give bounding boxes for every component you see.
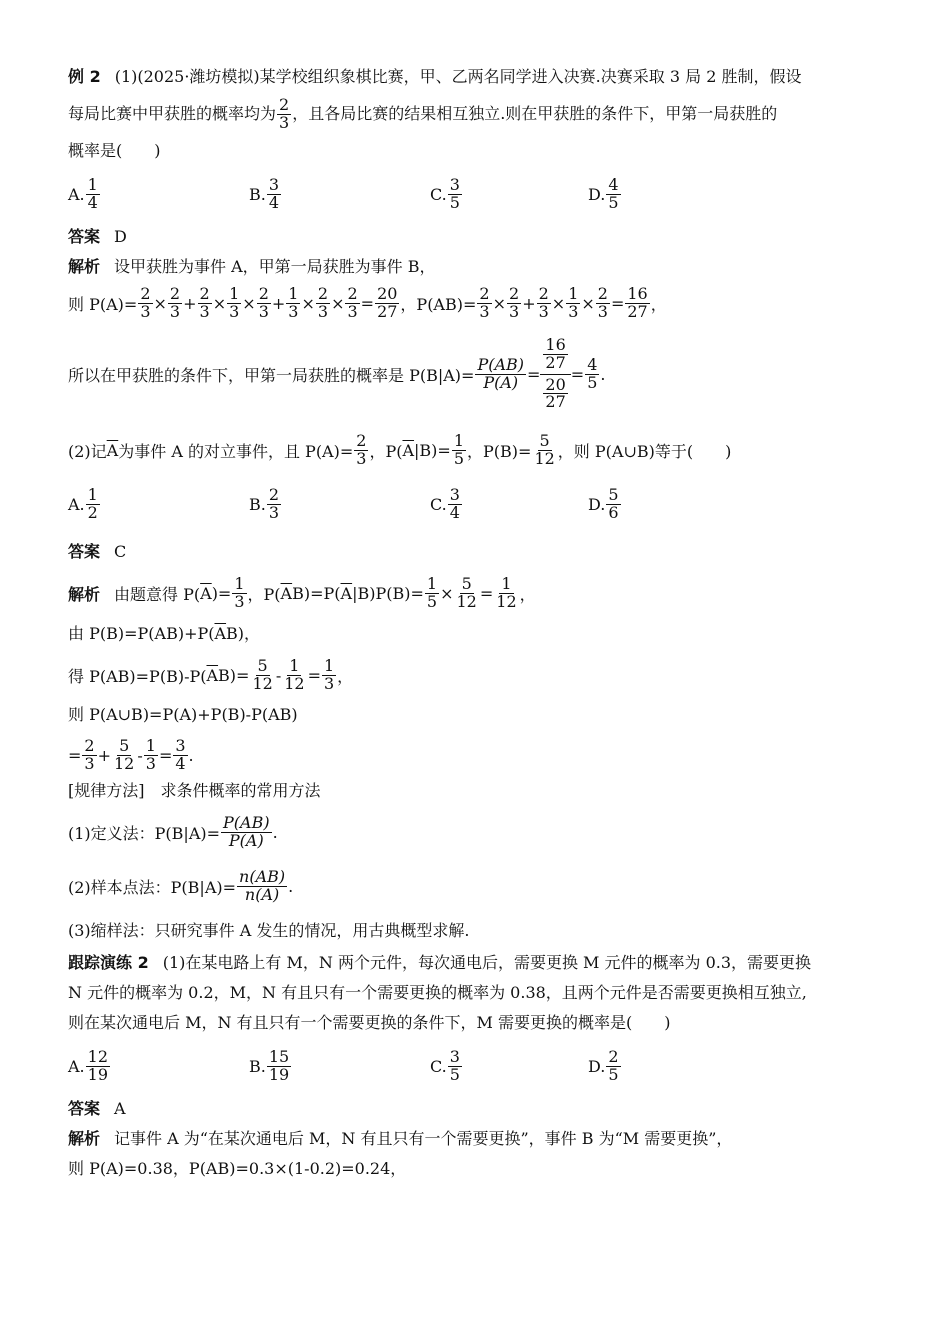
- calc-line-2: 所以在甲获胜的条件下，甲第一局获胜的概率是 P(B|A)= $\frac{P(AB)}{P(A)}$ = $\frac{16}{27}$ $\frac{20}{27}$ = $\frac{4}{5}$ .: [68, 334, 606, 412]
- answer-2: 答案 C: [68, 542, 127, 561]
- options-row-2: [68, 476, 882, 532]
- option-d[interactable]: D. $\frac{2}{5}$: [588, 1046, 619, 1084]
- option-c[interactable]: C. $\frac{3}{4}$: [430, 484, 460, 522]
- example-2-question: 例 2 (1)(2025·潍坊模拟)某学校组织象棋比赛，甲、乙两名同学进入决赛.决赛采取 3 局 2 胜制，假设 每局比赛中甲获胜的概率均为 $\frac{2}{3}$ ，且各局比赛的结果相互独立.则在甲获胜的条件下，甲第一局获胜的 概率是( ): [68, 67, 802, 160]
- analysis-2-line-5: = $\frac{2}{3}$ + $\frac{5}{12}$ - $\frac{1}{3}$ = $\frac{3}{4}$ .: [68, 735, 194, 773]
- option-b[interactable]: B. $\frac{2}{3}$: [249, 484, 280, 522]
- analysis-2-line-2: 由 $P(B)=P(AB)+P(\overline{A}B)$，: [68, 624, 261, 643]
- option-a[interactable]: A. $\frac{1}{2}$: [68, 484, 98, 522]
- method-1: (1)定义法：P(B|A)= $\frac{P(AB)}{P(A)}$ .: [68, 812, 278, 850]
- analysis-2-line-1: 解析 由题意得 P( $\overline{A}$ )= $\frac{1}{3}$ ，P( $\overline{A}$ B)=P( $\overline{A}$ |B)P(B)= $\frac{1}{5}$ × $\frac{5}{12}$ = $\frac{1}{12}$ ，: [68, 573, 536, 611]
- option-a[interactable]: A. $\frac{1}{4}$: [68, 174, 98, 212]
- option-c[interactable]: C. $\frac{3}{5}$: [430, 174, 460, 212]
- option-c[interactable]: C. $\frac{3}{5}$: [430, 1046, 460, 1084]
- analysis-2-line-4: 则 P(A∪B)=P(A)+P(B)-P(AB): [68, 705, 298, 724]
- options-row-3: [68, 1038, 882, 1094]
- track-question: 跟踪演练 2 (1)在某电路上有 M，N 两个元件，每次通电后，需要更换 M 元件的概率为 0.3，需要更换 N 元件的概率为 0.2，M，N 有且只有一个需要更换的概率为 0.38，且两个元件是否需要更换相互独立, 则在某次通电后 M，N 有且只有一个需要更换的条件下，M 需要更换的概率是( ): [68, 953, 812, 1032]
- option-b[interactable]: B. $\frac{15}{19}$: [249, 1046, 290, 1084]
- method-title: [规律方法] 求条件概率的常用方法: [68, 781, 321, 800]
- option-a[interactable]: A. $\frac{12}{19}$: [68, 1046, 108, 1084]
- option-b[interactable]: B. $\frac{3}{4}$: [249, 174, 280, 212]
- option-d[interactable]: D. $\frac{5}{6}$: [588, 484, 619, 522]
- answer-1: 答案 D: [68, 227, 127, 246]
- analysis-3-line-1: 解析 记事件 A 为“在某次通电后 M，N 有且只有一个需要更换”，事件 B 为“M 需要更换”，: [68, 1129, 733, 1148]
- option-d[interactable]: D. $\frac{4}{5}$: [588, 174, 619, 212]
- fraction: $\frac{2}{3}$: [279, 94, 290, 132]
- analysis-2-line-3: 得 P(AB)=P(B)-P( $\overline{A}$ B)= $\frac{5}{12}$ - $\frac{1}{12}$ = $\frac{1}{3}$ ，: [68, 655, 354, 693]
- nested-fraction: $\frac{16}{27}$ $\frac{20}{27}$: [540, 337, 570, 411]
- method-3: (3)缩样法：只研究事件 A 发生的情况，用古典概型求解.: [68, 921, 470, 940]
- analysis-1: 解析 设甲获胜为事件 A，甲第一局获胜为事件 B，: [68, 257, 436, 276]
- calc-line-1: 则 P(A)= $\frac{2}{3}$ × $\frac{2}{3}$ + $\frac{2}{3}$ × $\frac{1}{3}$ × $\frac{2}{3}$ + $\frac{1}{3}$ × $\frac{2}{3}$ × $\frac{2}{3}$ = $\frac{20}{27}$ ，P(AB)= $\frac{2}{3}$ × $\frac{2}{3}$ + $\frac{2}{3}$ × $\frac{1}{3}$ × $\frac{2}{3}$ = $\frac{16}{27}$ ，: [68, 283, 667, 321]
- question-2: (2)记 $\overline{A}$ 为事件 A 的对立事件，且 P(A)= $\frac{2}{3}$ ，P( $\overline{A}$ |B)= $\frac{1}{5}$ ，P(B)= $\frac{5}{12}$ ，则 P(A∪B)等于( ): [68, 430, 732, 468]
- answer-3: 答案 A: [68, 1099, 126, 1118]
- analysis-3-line-2: 则 P(A)=0.38，P(AB)=0.3×(1-0.2)=0.24，: [68, 1159, 407, 1178]
- method-2: (2)样本点法：P(B|A)= $\frac{n(AB)}{n(A)}$ .: [68, 866, 294, 904]
- options-row-1: [68, 166, 882, 222]
- example-title: 例 2: [68, 67, 101, 86]
